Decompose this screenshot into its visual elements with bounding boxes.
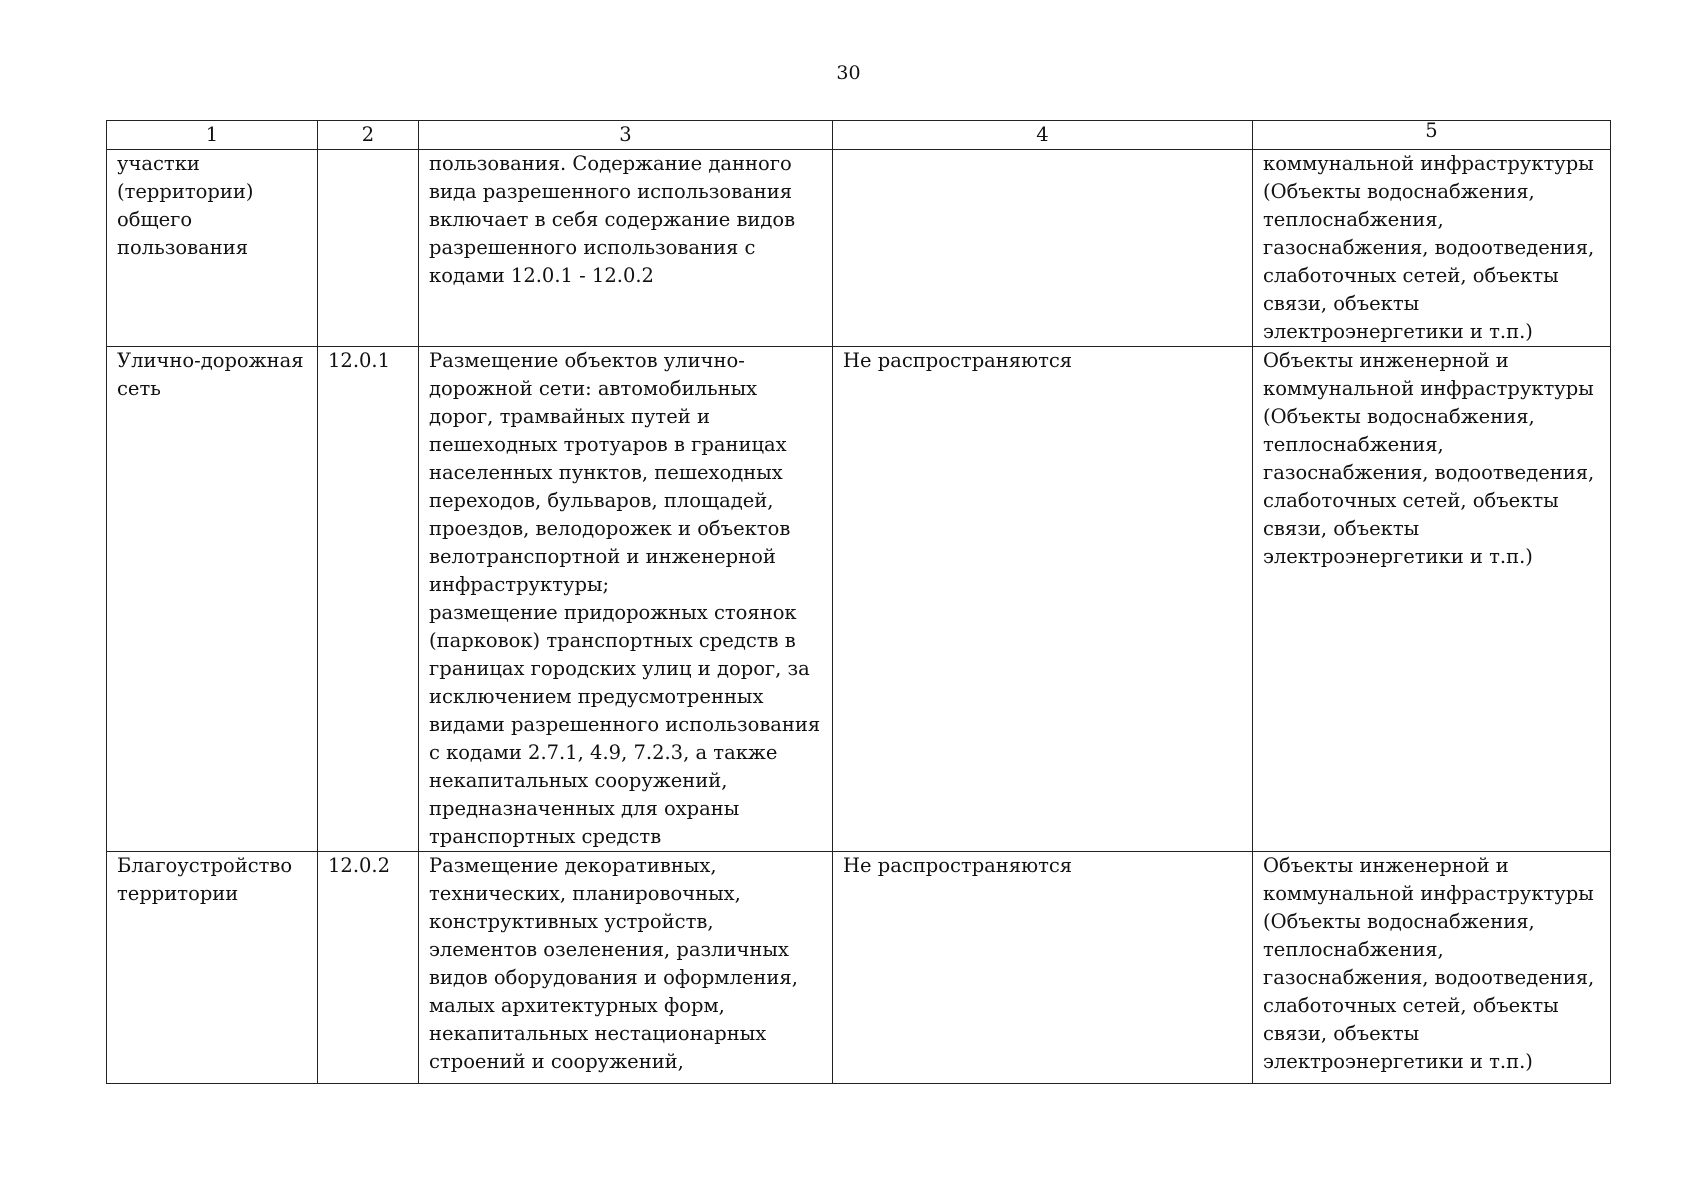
auxiliary-uses-cell: Объекты инженерной и коммунальной инфраструктуры (Объекты водоснабжения, теплоснабжения, газоснабжения, водоотведения, слаботочных сетей, объекты связи, объекты электроэнергетики и т.п.) xyxy=(1253,347,1611,852)
column-header-3: 3 xyxy=(419,121,833,150)
use-name-cell: Благоустройство территории xyxy=(107,852,318,1084)
zoning-table xyxy=(106,120,1611,1084)
use-code-cell: 12.0.1 xyxy=(318,347,419,852)
table-row xyxy=(107,150,1611,347)
table-row xyxy=(107,347,1611,852)
use-code-cell: 12.0.2 xyxy=(318,852,419,1084)
table-row xyxy=(107,852,1611,1084)
use-description-cell: пользования. Содержание данного вида разрешенного использования включает в себя содержание видов разрешенного использования с кодами 12.0.1 - 12.0.2 xyxy=(419,150,833,347)
column-header-1: 1 xyxy=(107,121,318,150)
header-row xyxy=(107,121,1611,150)
auxiliary-uses-cell: Объекты инженерной и коммунальной инфраструктуры (Объекты водоснабжения, теплоснабжения, газоснабжения, водоотведения, слаботочных сетей, объекты связи, объекты электроэнергетики и т.п.) xyxy=(1253,852,1611,1084)
use-name-cell: участки (территории) общего пользования xyxy=(107,150,318,347)
use-description-cell: Размещение объектов улично- дорожной сети: автомобильных дорог, трамвайных путей и пешеходных тротуаров в границах населенных пунктов, пешеходных переходов, бульваров, площадей, проездов, велодорожек и объектов велотранспортной и инженерной инфраструктуры; размещение придорожных стоянок (парковок) транспортных средств в границах городских улиц и дорог, за исключением предусмотренных видами разрешенного использования с кодами 2.7.1, 4.9, 7.2.3, а также некапитальных сооружений, предназначенных для охраны транспортных средств xyxy=(419,347,833,852)
column-header-4: 4 xyxy=(833,121,1253,150)
parameters-cell: Не распространяются xyxy=(833,852,1253,1084)
column-header-2: 2 xyxy=(318,121,419,150)
use-code-cell xyxy=(318,150,419,347)
parameters-cell: Не распространяются xyxy=(833,347,1253,852)
page-number: 30 xyxy=(836,62,861,84)
use-name-cell: Улично-дорожная сеть xyxy=(107,347,318,852)
column-header-5: 5 xyxy=(1253,121,1611,150)
auxiliary-uses-cell: коммунальной инфраструктуры (Объекты водоснабжения, теплоснабжения, газоснабжения, водоотведения, слаботочных сетей, объекты связи, объекты электроэнергетики и т.п.) xyxy=(1253,150,1611,347)
parameters-cell xyxy=(833,150,1253,347)
use-description-cell: Размещение декоративных, технических, планировочных, конструктивных устройств, элементов озеленения, различных видов оборудования и оформления, малых архитектурных форм, некапитальных нестационарных строений и сооружений, xyxy=(419,852,833,1084)
